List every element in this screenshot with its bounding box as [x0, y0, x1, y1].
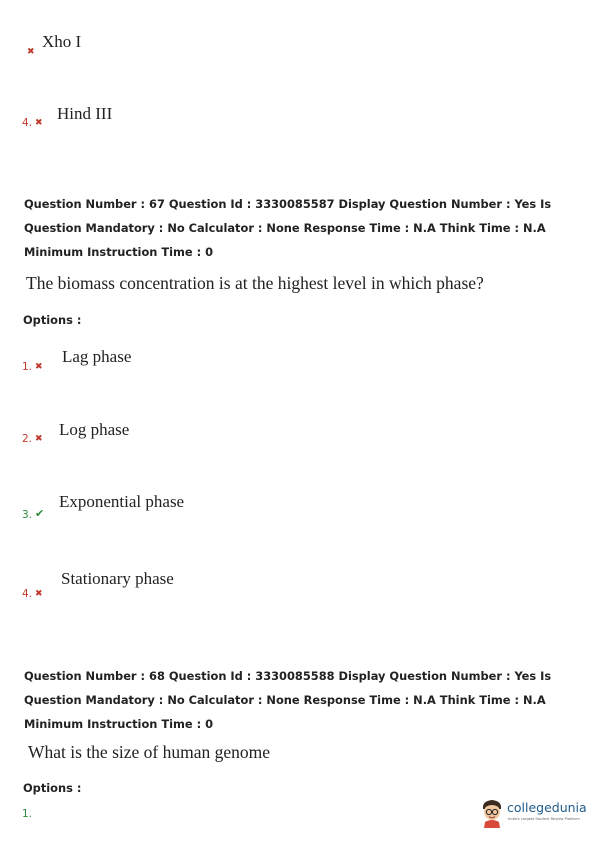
question-meta: Question Number : 67 Question Id : 3330085587 Display Question Number : Yes Is Question Mandatory : No Calculator : None Response Time : N.A Think Time : N.A Minimum Instruction Time : 0 [24, 197, 552, 259]
wrong-mark-icon: ✖ [35, 118, 43, 128]
check-mark-icon: ✔ [35, 507, 45, 520]
option-text: Xho I [42, 32, 82, 51]
student-mascot-icon [479, 798, 505, 828]
option-number [24, 46, 35, 58]
option-number: 4. ✖ [22, 588, 43, 600]
option-text: Hind III [57, 104, 113, 123]
logo-wordmark: collegedunia [507, 800, 587, 815]
question-meta: Question Number : 68 Question Id : 3330085588 Display Question Number : Yes Is Question Mandatory : No Calculator : None Response Time : N.A Think Time : N.A Minimum Instruction Time : 0 [24, 669, 552, 731]
question-text: What is the size of human genome [28, 742, 271, 762]
wrong-mark-icon: ✖ [35, 589, 43, 599]
wrong-mark-icon: ✖ [35, 362, 43, 372]
option-text: Log phase [59, 420, 130, 439]
wrong-mark-icon: ✖ [27, 47, 35, 57]
option-number: 1. [22, 808, 33, 820]
question-text: The biomass concentration is at the highest level in which phase? [26, 273, 484, 293]
options-label: Options : [23, 781, 82, 795]
options-label: Options : [23, 313, 82, 327]
logo-tagline: India's Largest Student Review Platform [508, 817, 580, 821]
option-number: 4. ✖ [22, 117, 43, 129]
option-number: 2. ✖ [22, 433, 43, 445]
option-number: 1. ✖ [22, 361, 43, 373]
wrong-mark-icon: ✖ [35, 434, 43, 444]
option-text: Exponential phase [59, 492, 185, 511]
option-number: 3. ✔ [22, 507, 45, 521]
option-text: Lag phase [62, 347, 132, 366]
option-text: Stationary phase [61, 569, 174, 588]
collegedunia-logo [479, 798, 585, 828]
